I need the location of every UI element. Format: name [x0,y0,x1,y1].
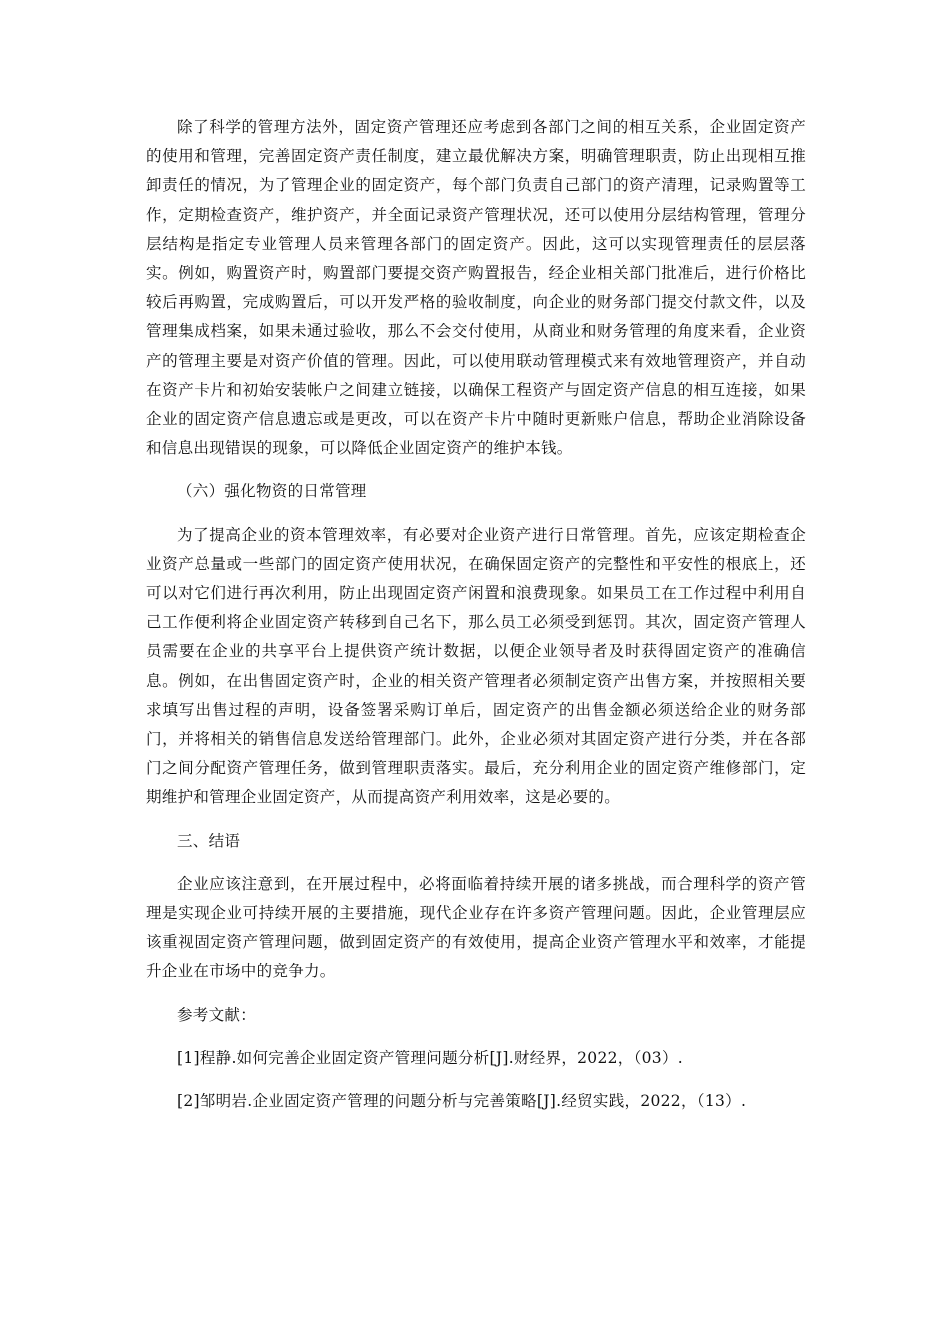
section-heading-conclusion: 三、结语 [177,831,241,850]
spacer [146,1030,806,1044]
spacer [146,856,806,870]
spacer [146,507,806,521]
body-paragraph-management-structure: 除了科学的管理方法外，固定资产管理还应考虑到各部门之间的相互关系，企业固定资产的使用和管理，完善固定资产责任制度，建立最优解决方案，明确管理职责，防止出现相互推卸责任的情况，为了管理企业的固定资产，每个部门负责自己部门的资产清理，记录购置等工作，定期检查资产，维护资产，并全面记录资产管理状况，还可以使用分层结构管理，管理分层结构是指定专业管理人员来管理各部门的固定资产。因此，这可以实现管理责任的层层落实。例如，购置资产时，购置部门要提交资产购置报告，经企业相关部门批准后，进行价格比较后再购置，完成购置后，可以开发严格的验收制度，向企业的财务部门提交付款文件，以及管理集成档案，如果未通过验收，那么不会交付使用，从商业和财务管理的角度来看，企业资产的管理主要是对资产价值的管理。因此，可以使用联动管理模式来有效地管理资产，并自动在资产卡片和初始安装帐户之间建立链接，以确保工程资产与固定资产信息的相互连接，如果企业的固定资产信息遗忘或是更改，可以在资产卡片中随时更新账户信息，帮助企业消除设备和信息出现错误的现象，可以降低企业固定资产的维护本钱。 [146,118,806,458]
body-paragraph-daily-management: 为了提高企业的资本管理效率，有必要对企业资产进行日常管理。首先，应该定期检查企业资产总量或一些部门的固定资产使用状况，在确保固定资产的完整性和平安性的根底上，还可以对它们进行再次利用，防止出现固定资产闲置和浪费现象。如果员工在工作过程中利用自己工作便利将企业固定资产转移到自己名下，那么员工必须受到惩罚。其次，固定资产管理人员需要在企业的共享平台上提供资产统计数据，以便企业领导者及时获得固定资产的准确信息。例如，在出售固定资产时，企业的相关资产管理者必须制定资产出售方案，并按照相关要求填写出售过程的声明，设备签署采购订单后，固定资产的出售金额必须送给企业的财务部门，并将相关的销售信息发送给管理部门。此外，企业必须对其固定资产进行分类，并在各部门之间分配资产管理任务，做到管理职责落实。最后，充分利用企业的固定资产维修部门，定期维护和管理企业固定资产，从而提高资产利用效率，这是必要的。 [146,525,806,807]
spacer [146,813,806,827]
reference-item-1: [1]程静.如何完善企业固定资产管理问题分析[J].财经界，2022，（03）. [177,1048,683,1067]
spacer [146,463,806,477]
section-heading-daily-management: （六）强化物资的日常管理 [177,482,367,501]
references-heading: 参考文献： [177,1005,257,1024]
reference-item-2: [2]邹明岩.企业固定资产管理的问题分析与完善策略[J].经贸实践，2022，（13）. [177,1092,747,1111]
document-content [146,113,806,1116]
spacer [146,987,806,1001]
spacer [146,1073,806,1087]
body-paragraph-conclusion: 企业应该注意到，在开展过程中，必将面临着持续开展的诸多挑战，而合理科学的资产管理是实现企业可持续开展的主要措施，现代企业存在许多资产管理问题。因此，企业管理层应该重视固定资产管理问题，做到固定资产的有效使用，提高企业资产管理水平和效率，才能提升企业在市场中的竞争力。 [146,874,806,981]
